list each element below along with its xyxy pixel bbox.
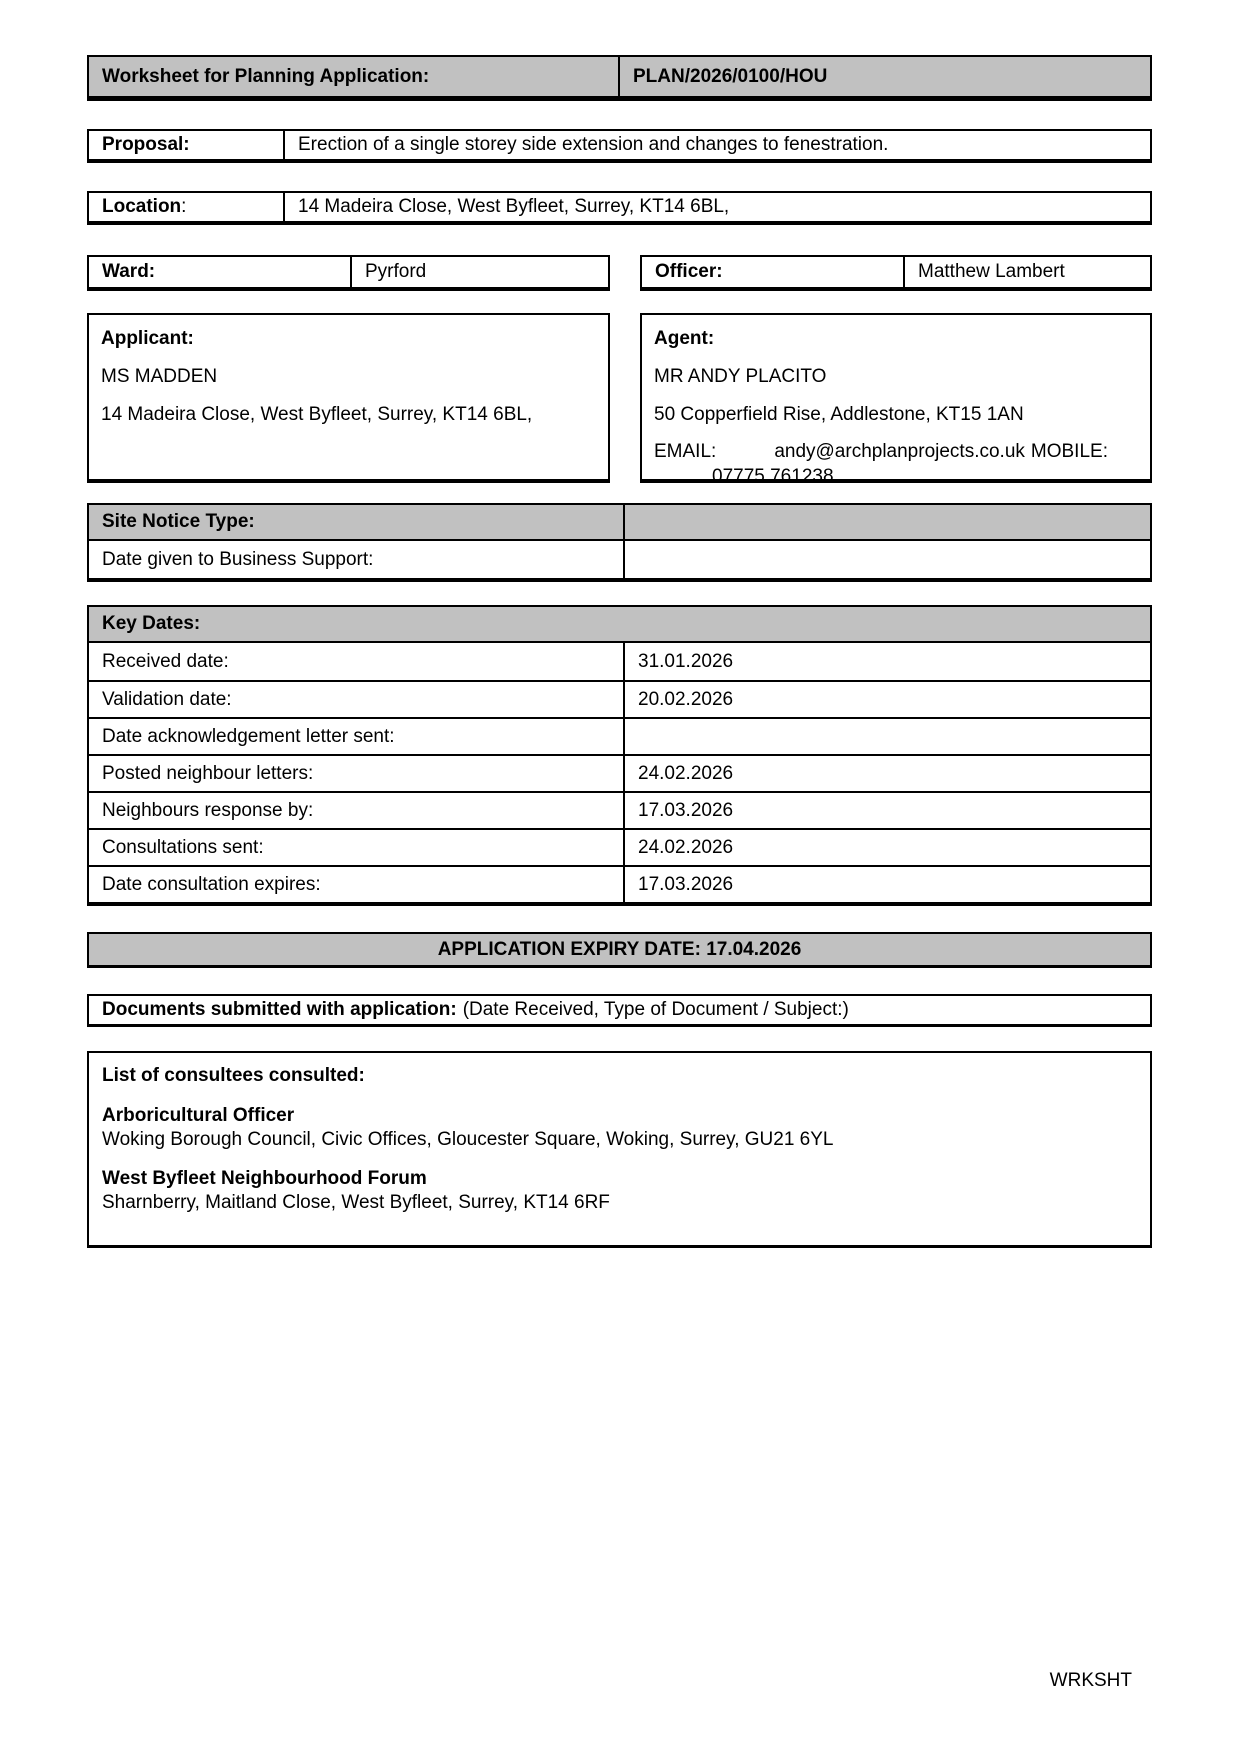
key-date-value: 20.02.2026 [638, 688, 734, 710]
documents-label: Documents submitted with application: [102, 999, 457, 1020]
consultee-address: Sharnberry, Maitland Close, West Byfleet, Surrey, KT14 6RF [102, 1192, 610, 1213]
agent-contact-line [654, 441, 1138, 463]
worksheet-header [87, 55, 1152, 101]
site-notice-table [87, 503, 1152, 582]
documents-bar [87, 994, 1152, 1027]
officer-label: Officer: [642, 257, 905, 287]
site-notice-header-label: Site Notice Type: [89, 505, 625, 539]
table-row [89, 680, 1150, 717]
key-date-label: Received date: [89, 643, 625, 680]
list-item [102, 1105, 1136, 1151]
agent-label: Agent: [654, 328, 715, 349]
agent-box [640, 313, 1152, 487]
key-date-value: 24.02.2026 [638, 762, 734, 784]
page-footer-code: WRKSHT [1049, 1670, 1132, 1691]
key-dates-header: Key Dates: [89, 607, 1150, 643]
key-date-label: Posted neighbour letters: [89, 756, 625, 791]
location-label-text: Location [102, 196, 182, 217]
ward-box [87, 255, 610, 291]
location-value: 14 Madeira Close, West Byfleet, Surrey, KT14 6BL, [298, 196, 730, 217]
table-row [89, 754, 1150, 791]
location-label [89, 193, 285, 221]
applicant-agent-row [87, 313, 1152, 487]
table-row [89, 717, 1150, 754]
documents-note: (Date Received, Type of Document / Subject:) [462, 999, 849, 1020]
table-row [89, 643, 1150, 680]
location-label-colon: : [181, 196, 187, 217]
application-reference: PLAN/2026/0100/HOU [633, 65, 828, 87]
key-date-value: 17.03.2026 [638, 873, 734, 895]
agent-address: 50 Copperfield Rise, Addlestone, KT15 1AN [654, 404, 1024, 425]
site-notice-header-row [89, 505, 1150, 541]
agent-name: MR ANDY PLACITO [654, 366, 827, 387]
key-date-label: Date acknowledgement letter sent: [89, 719, 625, 754]
agent-email-label: EMAIL: [654, 441, 717, 462]
key-date-value: 17.03.2026 [638, 799, 734, 821]
consultees-header: List of consultees consulted: [102, 1065, 365, 1086]
table-row [89, 865, 1150, 902]
site-notice-header-value [625, 505, 1150, 539]
ward-label: Ward: [89, 257, 352, 287]
ward-officer-row [87, 255, 1152, 291]
key-date-label: Consultations sent: [89, 830, 625, 865]
site-notice-row-label: Date given to Business Support: [89, 541, 625, 578]
worksheet-content [87, 0, 1152, 1248]
table-row [89, 791, 1150, 828]
location-row [87, 191, 1152, 225]
site-notice-row [89, 541, 1150, 578]
officer-box [640, 255, 1152, 291]
consultees-box [87, 1051, 1152, 1248]
key-date-value: 24.02.2026 [638, 836, 734, 858]
agent-mobile-value: 07775 761238 [712, 466, 834, 487]
applicant-name: MS MADDEN [101, 366, 218, 387]
applicant-box [87, 313, 610, 483]
key-dates-table [87, 605, 1152, 906]
key-date-value: 31.01.2026 [638, 650, 734, 672]
applicant-address: 14 Madeira Close, West Byfleet, Surrey, KT14 6BL, [101, 404, 533, 425]
agent-mobile-label: MOBILE: [1030, 441, 1108, 462]
site-notice-row-value [625, 541, 1150, 578]
ward-value: Pyrford [365, 261, 427, 282]
proposal-row [87, 129, 1152, 163]
officer-value: Matthew Lambert [918, 261, 1065, 282]
agent-contact [654, 441, 1138, 488]
consultee-name: West Byfleet Neighbourhood Forum [102, 1168, 427, 1189]
key-date-label: Validation date: [89, 682, 625, 717]
list-item [102, 1168, 1136, 1214]
application-expiry-bar: APPLICATION EXPIRY DATE: 17.04.2026 [87, 932, 1152, 968]
consultee-address: Woking Borough Council, Civic Offices, Gloucester Square, Woking, Surrey, GU21 6YL [102, 1129, 834, 1150]
key-date-label: Date consultation expires: [89, 867, 625, 902]
proposal-label: Proposal: [89, 131, 285, 159]
applicant-label: Applicant: [101, 328, 194, 349]
table-row [89, 828, 1150, 865]
proposal-value: Erection of a single storey side extension and changes to fenestration. [298, 134, 889, 155]
worksheet-title: Worksheet for Planning Application: [89, 57, 620, 96]
key-date-value [625, 719, 1150, 754]
key-date-label: Neighbours response by: [89, 793, 625, 828]
agent-email-value: andy@archplanprojects.co.uk [774, 441, 1025, 462]
consultee-name: Arboricultural Officer [102, 1105, 295, 1126]
